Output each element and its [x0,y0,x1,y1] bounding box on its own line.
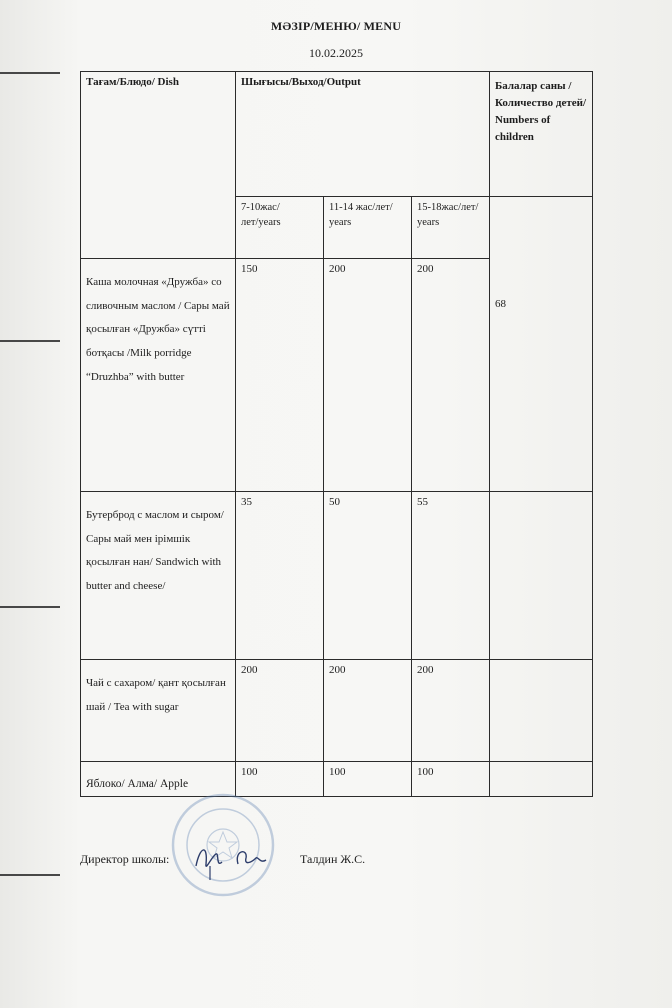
scan-mark [0,72,60,74]
output-value: 100 [236,762,324,797]
output-value: 200 [236,660,324,762]
children-column-header: Балалар саны /Количество детей/ Numbers of children [490,72,593,197]
document-title: МӘЗІР/МЕНЮ/ MENU [270,19,402,33]
children-count-cell [490,197,593,492]
table-row [81,492,593,660]
dish-name: Бутерброд с маслом и сыром/ Сары май мен ірімшік қосылған нан/ Sandwich with butter and cheese/ [81,492,236,660]
output-value: 200 [412,660,490,762]
output-value: 50 [324,492,412,660]
output-value: 100 [412,762,490,797]
dish-column-header: Тағам/Блюдо/ Dish [81,72,236,259]
dish-name: Яблоко/ Алма/ Apple [81,762,236,797]
output-value: 200 [324,259,412,492]
scan-mark [0,874,60,876]
output-column-header: Шығысы/Выход/Output [236,72,490,197]
director-label: Директор школы: [80,852,170,866]
dish-name: Чай с сахаром/ қант қосылған шай / Tea with sugar [81,660,236,762]
age-group-cell: 11-14 жас/лет/ years [324,197,412,259]
output-value: 100 [324,762,412,797]
table-row [81,660,593,762]
output-value: 200 [412,259,490,492]
scan-mark [0,606,60,608]
output-value: 55 [412,492,490,660]
empty-cell [490,660,593,762]
age-group-cell: 15-18жас/лет/ years [412,197,490,259]
director-name: Талдин Ж.С. [300,852,366,866]
output-value: 150 [236,259,324,492]
dish-name: Каша молочная «Дружба» со сливочным маслом / Сары май қосылған «Дружба» сүтті ботқасы /Milk porridge “Druzhba” with butter [81,259,236,492]
scan-mark [0,340,60,342]
menu-table [80,71,593,797]
document-date: 10.02.2025 [309,46,363,60]
children-count: 68 [495,298,506,310]
footer [80,852,366,867]
empty-cell [490,492,593,660]
table-row [81,762,593,797]
header-row [81,72,593,197]
age-group-cell: 7-10жас/лет/years [236,197,324,259]
output-value: 200 [324,660,412,762]
output-value: 35 [236,492,324,660]
empty-cell [490,762,593,797]
director-signature [186,836,276,881]
